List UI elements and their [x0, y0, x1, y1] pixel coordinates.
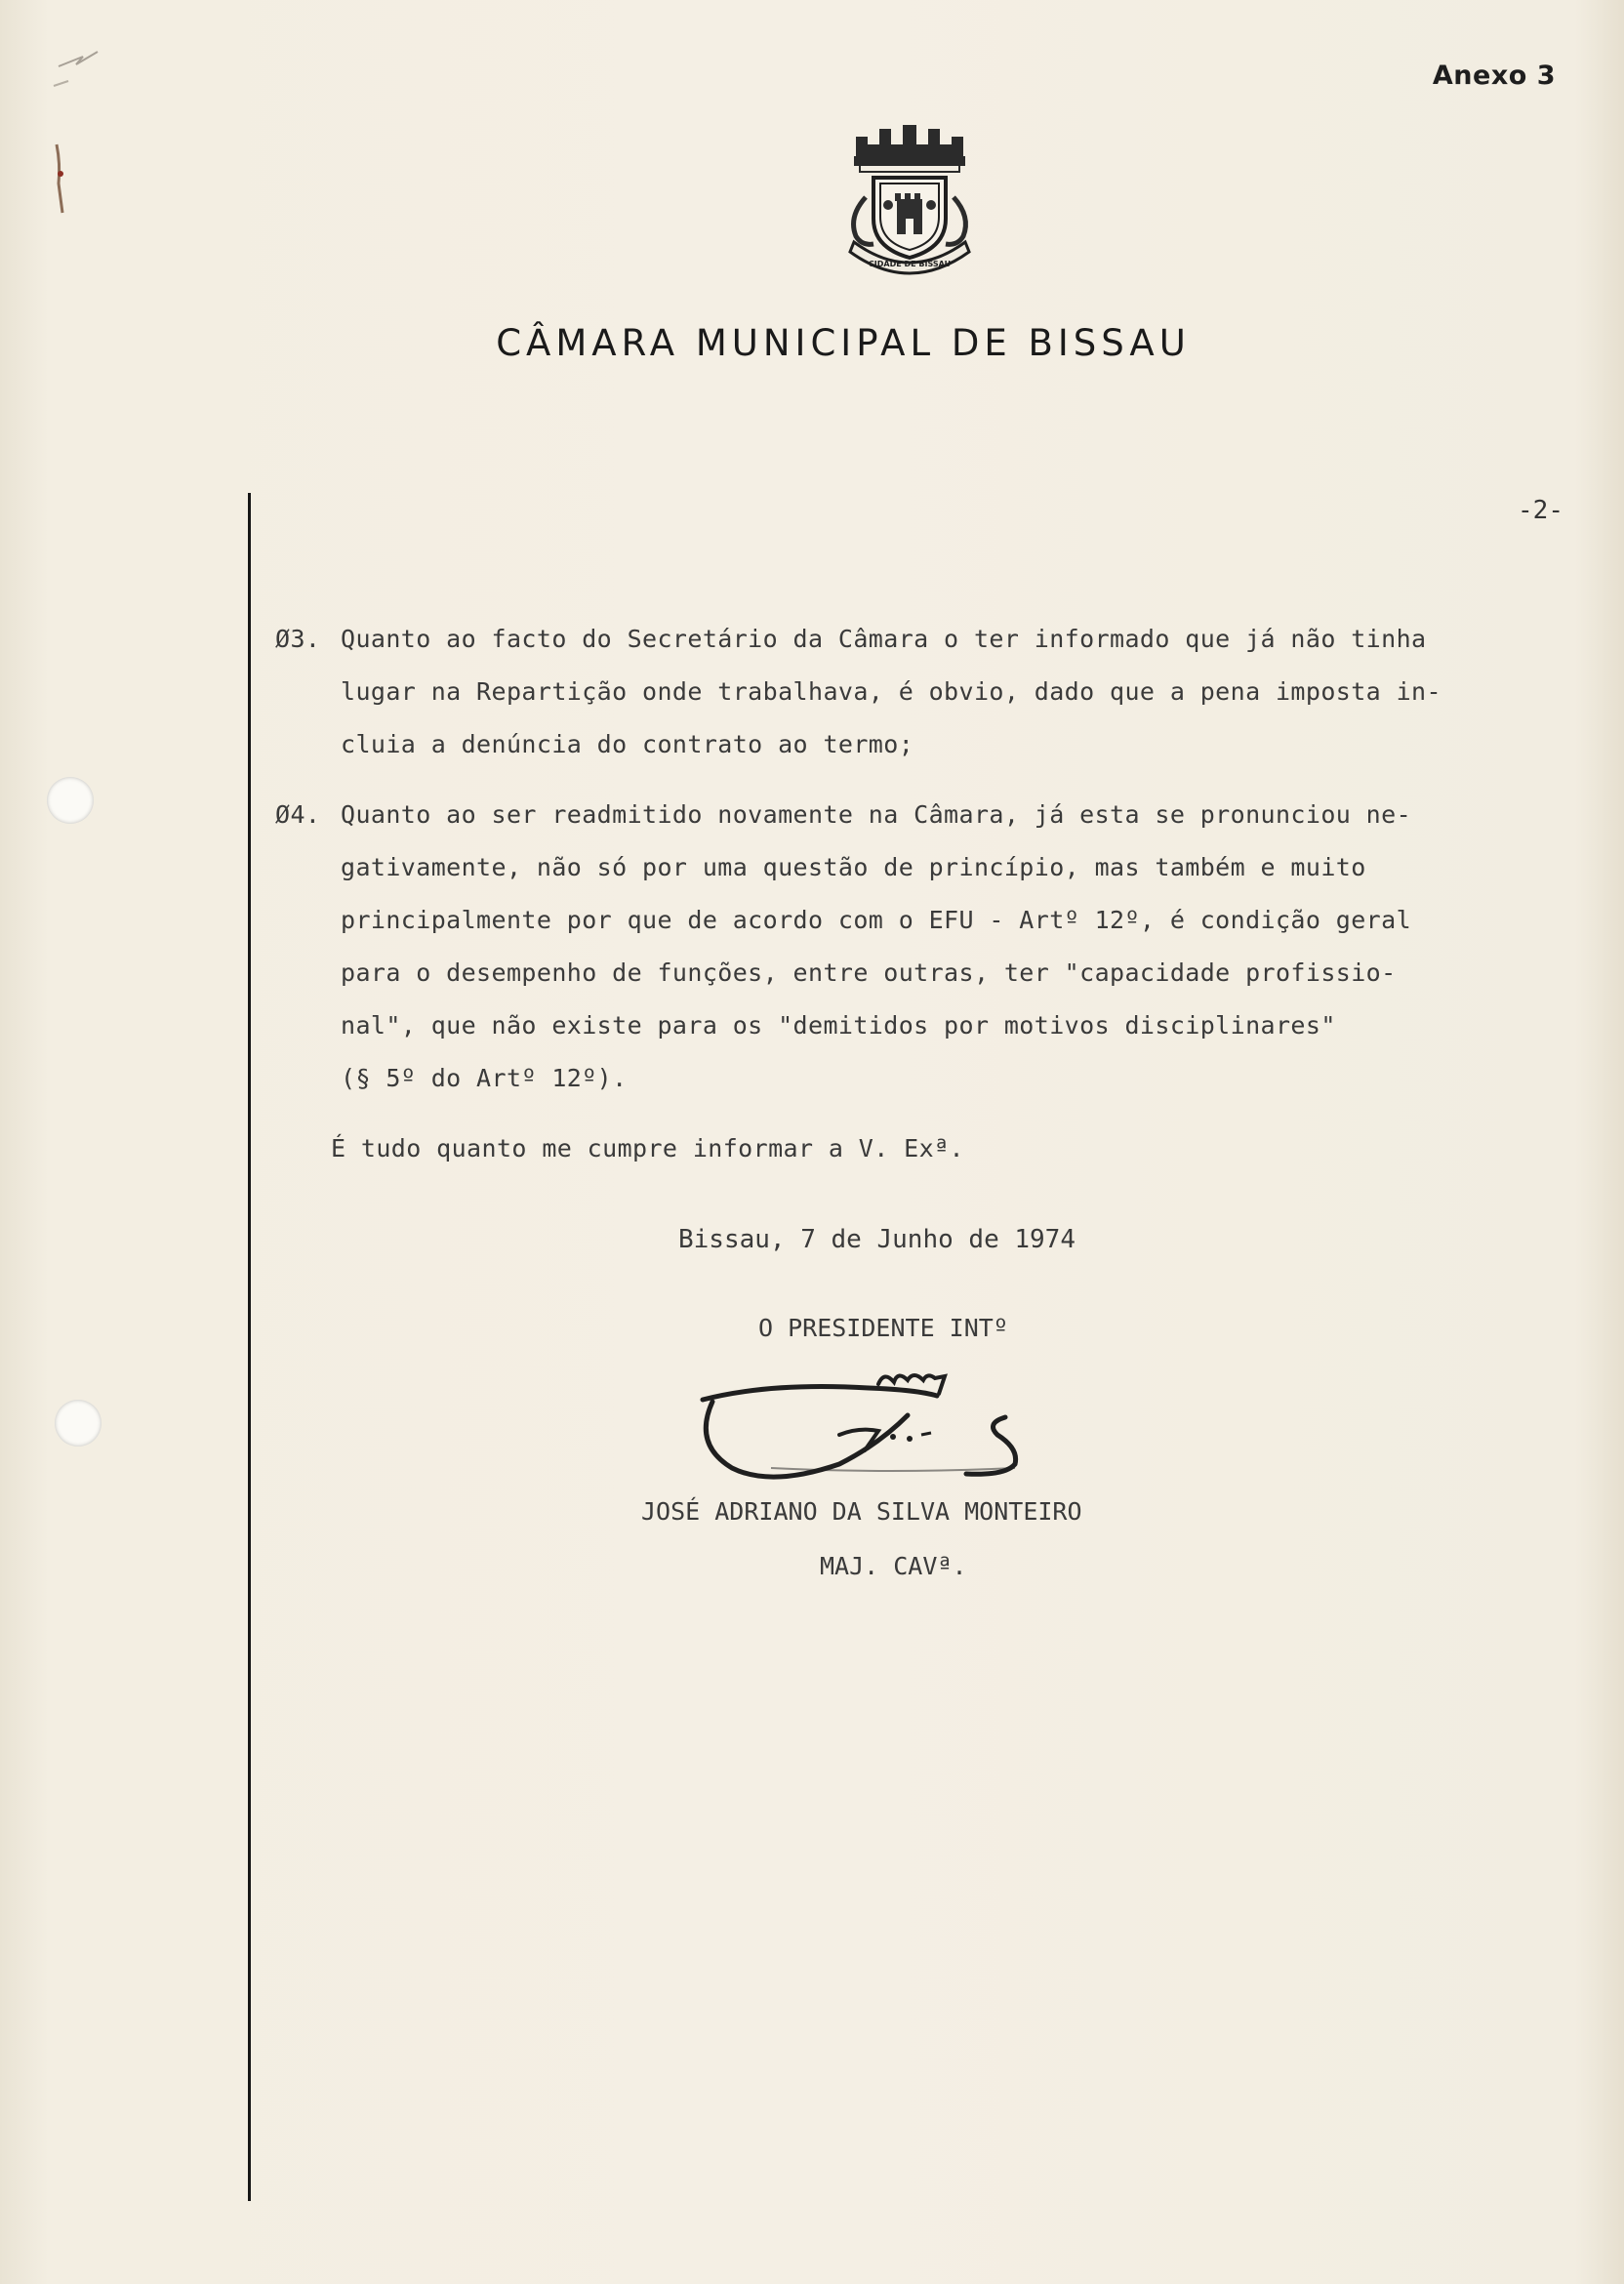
institution-heading: CÂMARA MUNICIPAL DE BISSAU [496, 322, 1191, 364]
signer-role: O PRESIDENTE INTº [758, 1314, 1008, 1342]
page-number: -2- [1518, 496, 1563, 525]
signer-name: JOSÉ ADRIANO DA SILVA MONTEIRO [641, 1497, 1082, 1526]
item-number: Ø4. [275, 800, 321, 829]
corner-marks [39, 27, 127, 223]
municipal-crest-icon [827, 109, 993, 280]
signer-rank: MAJ. CAVª. [820, 1552, 967, 1580]
item-number: Ø3. [275, 625, 321, 653]
item-text: Quanto ao facto do Secretário da Câmara o ter informado que já não tinha lugar na Repartição onde trabalhava, é obvio, dado que a pena imposta in- cluia a denúncia do contrato ao termo; [341, 625, 1441, 758]
margin-rule [248, 493, 251, 2201]
place-date: Bissau, 7 de Junho de 1974 [678, 1225, 1076, 1254]
list-item [275, 613, 1544, 771]
item-text: Quanto ao ser readmitido novamente na Câmara, já esta se pronunciou ne- gativamente, não só por uma questão de princípio, mas também e muito principalmente por que de acordo com o EFU - Artº 12º, é condição geral para o desempenho de funções, entre outras, ter "capacidade profissio- nal", que não existe para os "demitidos por motivos disciplinares" (§ 5º do Artº 12º). [341, 800, 1412, 1092]
crest-motto: CIDADE DE BISSAU [868, 260, 952, 268]
punch-hole [47, 777, 94, 824]
list-item [275, 789, 1544, 1105]
punch-hole [55, 1400, 102, 1447]
letter-body [275, 613, 1544, 1175]
handwritten-signature [693, 1366, 1103, 1503]
closing-sentence: É tudo quanto me cumpre informar a V. Exª. [331, 1134, 964, 1162]
annex-label: Anexo 3 [1432, 61, 1556, 91]
